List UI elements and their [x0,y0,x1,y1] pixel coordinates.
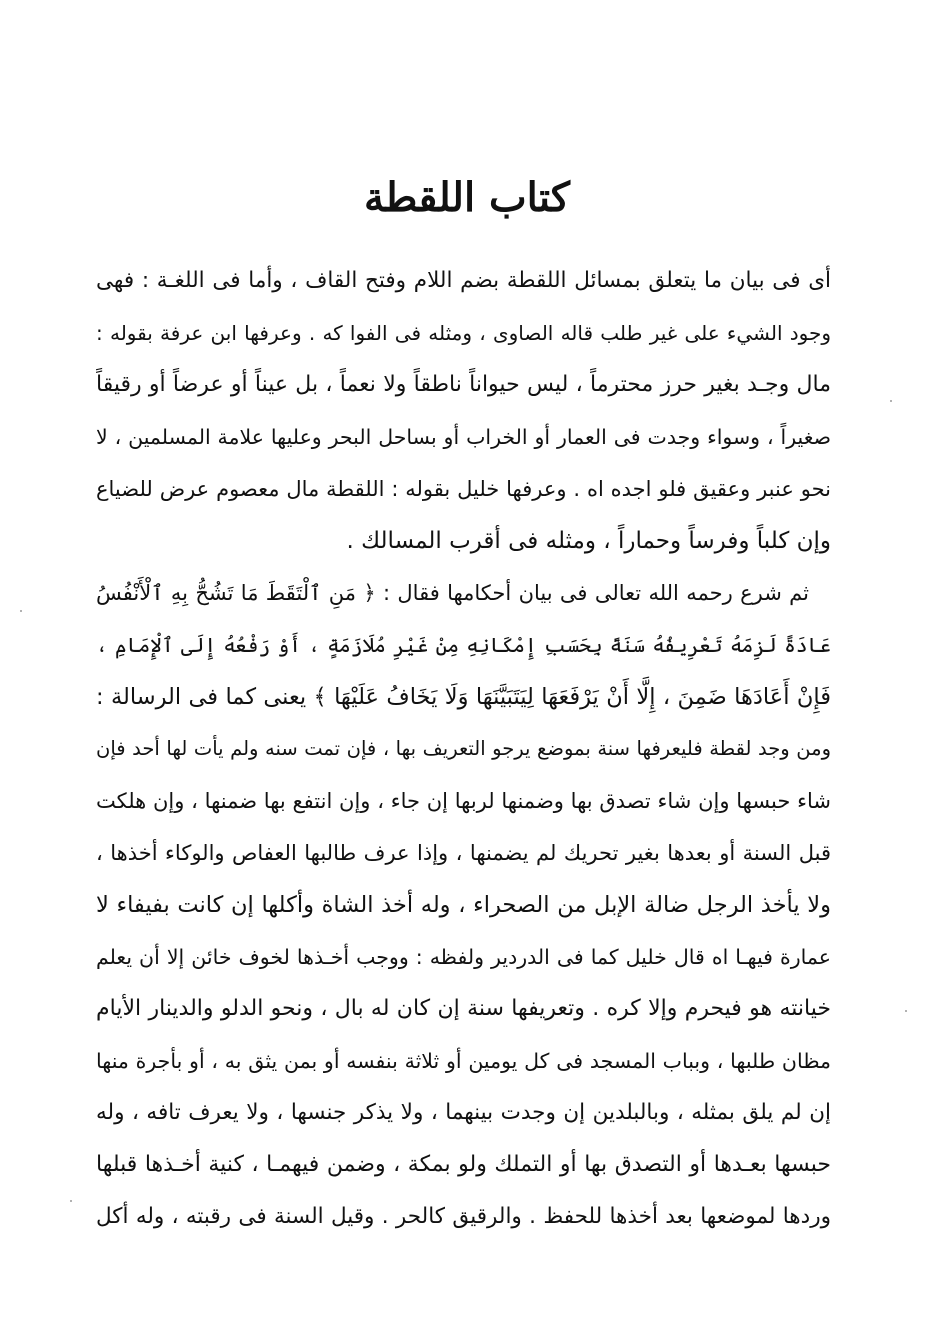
text-line: ومن وجد لقطة فليعرفها سنة بموضع يرجو التعريف بها ، فإن تمت سنه ولم يأت لها أحد فإن [96,737,831,760]
text-line: قبل السنة أو بعدها بغير تحريك لم يضمنها ، وإذا عرف طالبها العفاص والوكاء أخذها ، [96,841,831,865]
chapter-title: كتاب اللقطة [364,174,570,221]
scan-speck [890,400,892,402]
text-line: صغيراً ، وسواء وجدت فى العمار أو الخراب أو بساحل البحر وعليها علامة المسلمين ، لا [96,425,831,449]
text-line: إن لم يلق بمثله ، وبالبلدين إن وجدت بينهما ، ولا يذكر جنسها ، ولا يعرف تافه ، وله [96,1100,831,1125]
text-line: شاء حبسها وإن شاء تصدق بها وضمنها لربها إن جاء ، وإن انتفع بها ضمنها ، وإن هلكت [96,789,831,813]
text-line: حبسها بعـدها أو التصدق بها أو التملك ولو بمكة ، وضمن فيهمـا ، كنية أخـذها قبلها [96,1152,831,1177]
text-line: مظان طلبها ، وبباب المسجد فى كل يومين أو ثلاثة بنفسه أو بمن يثق به ، أو بأجرة منها [96,1049,831,1073]
text-line: وردها لموضعها بعد أخذها للحفظ . والرقيق كالحر . وقيل السنة فى رقبته ، وله أكل [96,1204,831,1229]
text-line: وإن كلباً وفرساً وحماراً ، ومثله فى أقرب المسالك . [346,528,831,554]
scan-speck [20,610,22,612]
text-line: وجود الشيء على غير طلب قاله الصاوى ، ومثله فى الفوا كه . وعرفها ابن عرفة بقوله : [96,321,831,345]
text-line: خيانته هو فيحرم وإلا كره . وتعريفها سنة إن كان له بال ، ونحو الدلو والدينار الأيام [96,996,831,1021]
text-line: عمارة فيهـا اه قال خليل كما فى الدردير ولفظه : ووجب أخـذها لخوف خائن إلا أن يعلم [96,945,831,969]
text-line: مال وجـد بغير حرز محترماً ، ليس حيواناً ناطقاً ولا نعماً ، بل عيناً أو عرضاً أو رقيقاً [96,372,831,397]
scan-speck [70,1200,72,1202]
text-line: فَإِنْ أَعَادَهَا ضَمِنَ ، إِلَّا أَنْ يَرْفَعَهَا لِيَتَبَيَّنَهَا وَلَا يَخَافُ عَلَيْهَا ﴾ يعنى كما فى الرسالة : [96,684,831,710]
page-body [96,255,831,1243]
text-line: ولا يأخذ الرجل ضالة الإبل من الصحراء ، وله أخذ الشاة وأكلها إن كانت بفيفاء لا [96,892,831,918]
text-line: نحو عنبر وعقيق فلو اجده اه . وعرفها خليل بقوله : اللقطة مال معصوم عرض للضياع [96,477,831,501]
text-line: ثم شرع رحمه الله تعالى فى بيان أحكامها فقال : ﴿ مَنِ ٱلْتَقَطَ مَا تَشُحُّ بِهِ ٱلْأَنْفُسُ [96,581,809,605]
quran-text-line: عَادَةً لَزِمَهُ تَعْرِيفُهُ سَنَةً بِحَسَبِ إِمْكَانِهِ مِنْ غَيْرِ مُلَازَمَةٍ ، أَوْ رَفْعُهُ إِلَى ٱلْإِمَامِ ، [96,633,831,657]
scan-speck [905,1010,907,1012]
text-line: أى فى بيان ما يتعلق بمسائل اللقطة بضم اللام وفتح القاف ، وأما فى اللغـة : فهى [96,268,831,293]
